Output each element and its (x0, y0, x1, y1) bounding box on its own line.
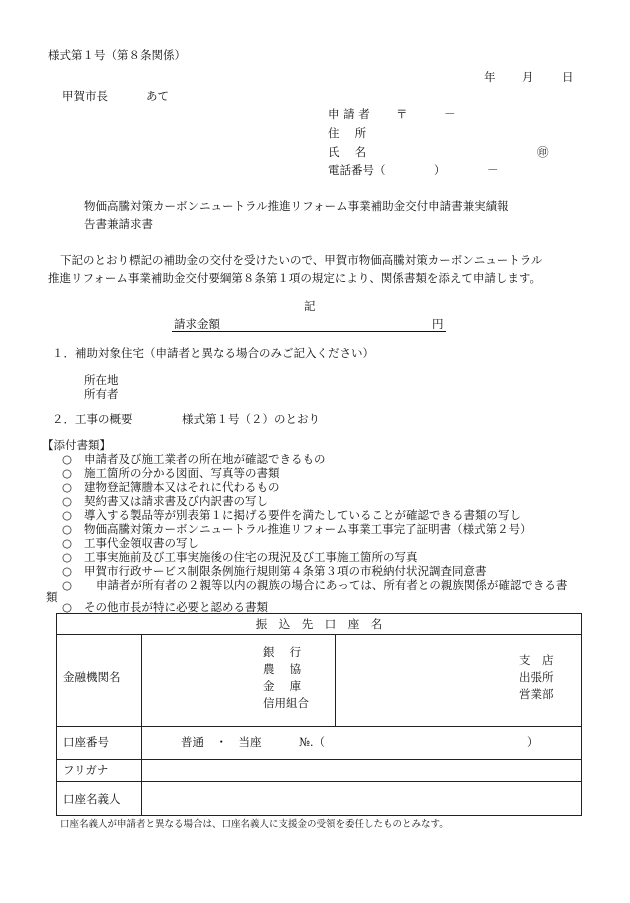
bank-account-table (56, 613, 582, 816)
body-line2: 推進リフォーム事業補助金交付要綱第８条第１項の規定により、関係書類を添えて申請します。 (48, 271, 541, 285)
circle-bullet-icon: ○ (62, 536, 73, 550)
seal-mark: ㊞ (537, 145, 549, 159)
bank-table-header: 振 込 先 口 座 名 (255, 617, 383, 631)
claim-label: 請求金額 (174, 317, 220, 331)
ki-mark: 記 (304, 299, 316, 313)
attachment-item: ○ 契約書又は請求書及び内訳書の写し (62, 494, 268, 508)
attachment-item: ○ 施工箇所の分かる図面、写真等の書類 (62, 466, 280, 480)
attachments-heading: 【添付書類】 (42, 438, 111, 452)
bank-type-options (263, 644, 309, 712)
circle-bullet-icon: ○ (62, 494, 73, 508)
branch-type-option: 出張所 (519, 670, 554, 684)
attachment-item-kin-wrap: 類 (46, 590, 58, 604)
circle-bullet-icon: ○ (62, 564, 73, 578)
phone-label: 電話番号（ (328, 163, 386, 177)
section2-value: 様式第１号（２）のとおり (182, 412, 320, 426)
attachment-item: ○ 物価高騰対策カーボンニュートラル推進リフォーム事業工事完了証明書（様式第２号） (62, 522, 532, 536)
branch-type-option: 営業部 (519, 687, 554, 701)
applicant-label: 申 請 者 (328, 107, 370, 121)
name-label: 氏 名 (328, 145, 367, 159)
circle-bullet-icon: ○ (62, 466, 73, 480)
date-month: 月 (522, 70, 534, 84)
circle-bullet-icon: ○ (62, 600, 73, 614)
document-title-line1: 物価高騰対策カーボンニュートラル推進リフォーム事業補助金交付申請書兼実績報 (84, 199, 509, 213)
form-number: 様式第１号（第８条関係） (48, 48, 186, 62)
claim-unit: 円 (432, 317, 444, 331)
addressee-name: 甲賀市長 (62, 89, 108, 103)
attachment-item: ○ 申請者及び施工業者の所在地が確認できるもの (62, 452, 326, 466)
date-day: 日 (562, 70, 574, 84)
furigana-label: フリガナ (63, 763, 109, 777)
location-label: 所在地 (84, 373, 119, 387)
footnote: 口座名義人が申請者と異なる場合は、口座名義人に支援金の受領を委任したものとみなす。 (60, 819, 449, 830)
addressee-suffix: あて (146, 89, 169, 103)
address-label: 住 所 (328, 126, 367, 140)
branch-type-option: 支 店 (519, 653, 554, 667)
account-number-prefix: №.（ (299, 735, 326, 749)
branch-type-options (519, 652, 554, 703)
attachment-item: ○ 建物登記簿謄本又はそれに代わるもの (62, 480, 280, 494)
bank-type-option: 金 庫 (263, 679, 302, 693)
attachment-item: ○ 工事実施前及び工事実施後の住宅の現況及び工事施工箇所の写真 (62, 550, 418, 564)
section2-heading: ２．工事の概要 (52, 412, 133, 426)
circle-bullet-icon: ○ (62, 480, 73, 494)
circle-bullet-icon: ○ (62, 550, 73, 564)
circle-bullet-icon: ○ (62, 508, 73, 522)
account-type: 普通 ・ 当座 (181, 735, 262, 749)
attachment-item-last: ○ その他市長が特に必要と認める書類 (62, 600, 268, 614)
bank-type-option: 銀 行 (263, 645, 302, 659)
attachment-item: ○ 工事代金領収書の写し (62, 536, 199, 550)
document-title-line2: 告書兼請求書 (84, 217, 153, 231)
phone-dash: － (487, 163, 499, 177)
date-year: 年 (484, 70, 496, 84)
attachment-item: ○ 導入する製品等が別表第１に掲げる要件を満たしていることが確認できる書類の写し (62, 508, 521, 522)
circle-bullet-icon: ○ (62, 578, 73, 592)
bank-type-option: 信用組合 (263, 696, 309, 710)
postal-mark: 〒 (396, 107, 408, 121)
bank-type-option: 農 協 (263, 662, 302, 676)
account-number-label: 口座番号 (63, 735, 109, 749)
postal-dash: － (444, 107, 456, 121)
owner-label: 所有者 (84, 387, 119, 401)
circle-bullet-icon: ○ (62, 522, 73, 536)
body-line1: 下記のとおり標記の補助金の交付を受けたいので、甲賀市物価高騰対策カーボンニュートラル (60, 253, 543, 267)
phone-close: ） (434, 163, 446, 177)
institution-label: 金融機関名 (63, 670, 121, 684)
section1-heading: １．補助対象住宅（申請者と異なる場合のみご記入ください） (52, 346, 374, 360)
account-number-close: ） (527, 735, 539, 749)
attachment-item: ○ 甲賀市行政サービス制限条例施行規則第４条第３項の市税納付状況調査同意書 (62, 564, 487, 578)
circle-bullet-icon: ○ (62, 452, 73, 466)
attachment-item-kin: ○ 申請者が所有者の２親等以内の親族の場合にあっては、所有者との親族関係が確認できる書 (62, 578, 568, 592)
account-holder-label: 口座名義人 (63, 792, 121, 806)
